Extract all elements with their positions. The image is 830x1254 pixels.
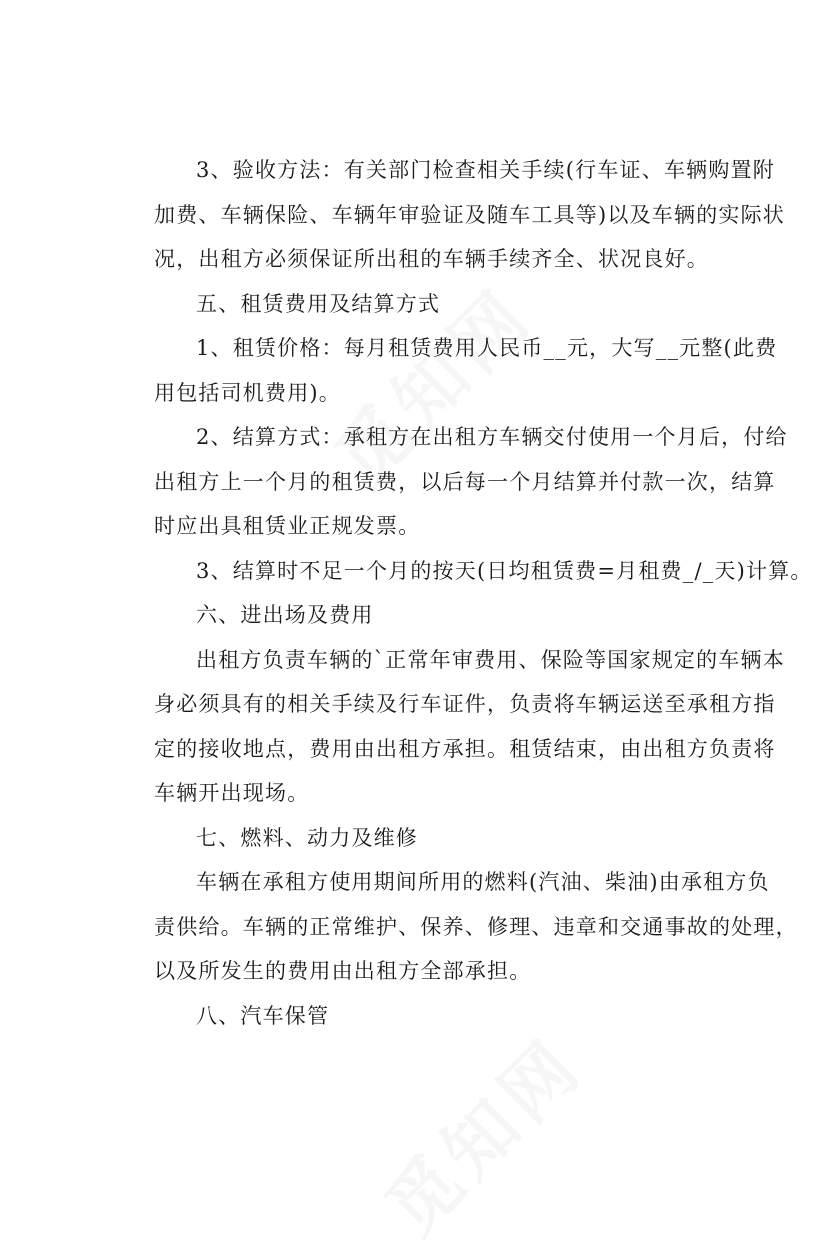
watermark [358,1010,601,1253]
heading-text: 八、汽车保管 [196,1003,330,1028]
text-line: 况，出租方必须保证所出租的车辆手续齐全、状况良好。 [154,247,709,271]
heading-text: 六、进出场及费用 [196,603,374,627]
paragraph-settlement-method [112,415,788,549]
section-6-heading [112,593,722,638]
text-line: 1、租赁价格：每月租赁费用人民币__元，大写__元整(此费 [196,336,778,360]
text-line: 加费、车辆保险、车辆年审验证及随车工具等)以及车辆的实际状 [154,202,785,227]
paragraph-entry-exit-costs [112,638,785,816]
text-line: 车辆开出现场。 [154,781,310,805]
section-5-heading [112,282,722,327]
text-line: 身必须具有的相关手续及行车证件，负责将车辆运送至承租方指 [154,692,776,716]
section-8-heading [112,994,722,1039]
text-line: 3、验收方法：有关部门检查相关手续(行车证、车辆购置附 [196,158,775,182]
text-line: 以及所发生的费用由出租方全部承担。 [154,959,532,983]
document-body [112,148,813,1038]
text-line: 定的接收地点，费用由出租方承担。租赁结束，由出租方负责将 [154,736,776,761]
text-line: 责供给。车辆的正常维护、保养、修理、违章和交通事故的处理， [154,914,798,939]
text-line: 车辆在承租方使用期间所用的燃料(汽油、柴油)由承租方负 [196,870,770,894]
text-line: 2、结算方式：承租方在出租方车辆交付使用一个月后，付给 [196,425,788,449]
paragraph-acceptance-method [112,148,785,282]
text-line: 时应出具租赁业正规发票。 [154,514,421,538]
text-line: 3、结算时不足一个月的按天(日均租赁费=月租费_/_天)计算。 [196,558,813,583]
paragraph-rental-price [112,326,778,415]
paragraph-fuel-maintenance [112,860,798,994]
text-line: 用包括司机费用)。 [154,380,341,405]
section-7-heading [112,816,722,861]
heading-text: 七、燃料、动力及维修 [196,825,418,850]
heading-text: 五、租赁费用及结算方式 [196,291,441,316]
paragraph-partial-month [112,549,813,594]
text-line: 出租方负责车辆的`正常年审费用、保险等国家规定的车辆本 [196,647,785,672]
text-line: 出租方上一个月的租赁费，以后每一个月结算并付款一次，结算 [154,469,776,494]
